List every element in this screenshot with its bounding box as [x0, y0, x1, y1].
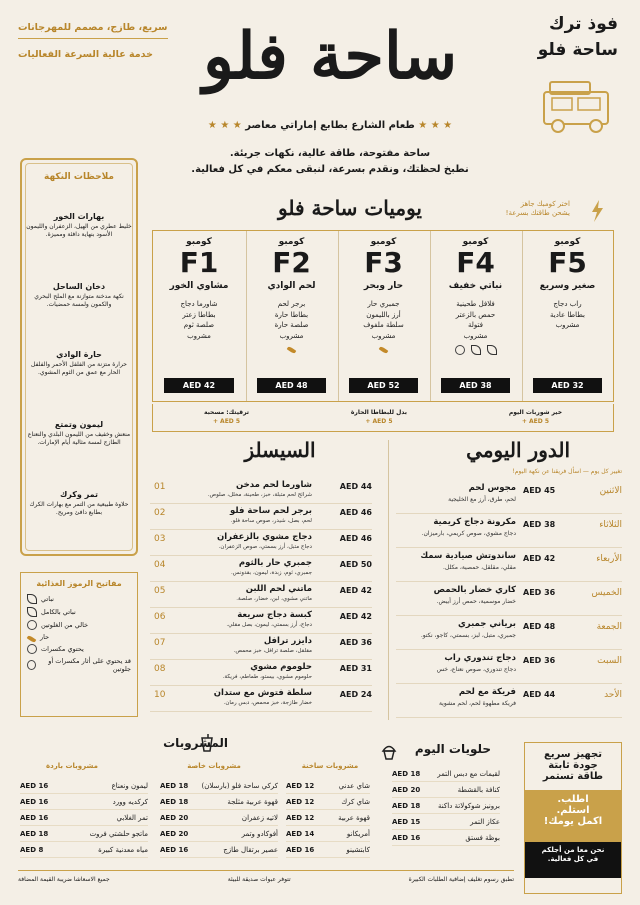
sizzler-row: AED 31 حلوموم مشوي حلوموم مشوي، بيستو، طماطم، فريكة. 08 — [150, 660, 372, 686]
daily-row: الأربعاء AED 42 ساندوتش صيادية سمك مقلي، مقلقل، حمصية، مكلل. — [396, 548, 622, 582]
combo-price: AED 48 — [257, 378, 326, 393]
drink-row: عصير برتقال طازج AED 16 — [160, 842, 278, 858]
footer-note: تطبق رسوم تغليف إضافية الطلبات الكبيرة — [408, 876, 514, 883]
legend-title: مفاتيح الرموز الغذائية — [36, 579, 122, 588]
combo-price: AED 32 — [533, 378, 602, 393]
daily-row: الخميس AED 36 كاري خضار بالحمص خضار موسمية، حمص أرز أبيض. — [396, 582, 622, 616]
sizzler-row: AED 46 برجر لحم ساحة فلو لحم، بصل، شيدر، صوص ساحة فلو. 02 — [150, 504, 372, 530]
drink-row: أمريكانو AED 14 — [286, 826, 370, 842]
desserts-title: حلويات اليوم — [414, 742, 492, 756]
nuts-icon — [27, 644, 37, 654]
drink-row: كركديه وورد AED 16 — [20, 794, 148, 810]
daily-row: الجمعة AED 48 برياني جمبري جمبري، متبل، لبز، بسمتي، كاجو، نكتو. — [396, 616, 622, 650]
hot-drinks-title: مشروبات ساخنة — [301, 762, 359, 770]
sizzlers-title: السيسلز — [244, 438, 316, 462]
cold-drinks-list — [20, 778, 148, 858]
drink-row: ليمون ونعناع AED 16 — [20, 778, 148, 794]
desserts-list — [392, 766, 500, 846]
combo-price: AED 52 — [349, 378, 418, 393]
diet-legend: مفاتيح الرموز الغذائية نباتي نباتي بالكامل خالي من الغلوتين حار يحتوي مكسرات قد يحتوي على أثار مكسرات أو جلوتين — [20, 572, 138, 717]
combo-card[interactable]: كومبو F1 مشاوي الخور شاورما دجاج بطاطا زعتر صلصة ثوم مشروب AED 42 — [154, 231, 244, 401]
allergen-icon — [27, 660, 36, 670]
flavor-note: تمر وكرك حلاوة طبيعية من التمر مع بهارات الكرك بطابع دافئ ومريح. — [29, 490, 129, 517]
chili-icon — [287, 346, 297, 354]
special-drinks-list — [160, 778, 278, 858]
dessert-row: عكاز التمر AED 15 — [392, 814, 500, 830]
combo-card[interactable]: كومبو F3 حار وبحر جمبري حار أرز بالليمون سلطة ملفوف مشروب AED 52 — [338, 231, 428, 401]
dessert-row: لقيمات مع دبس التمر AED 18 — [392, 766, 500, 782]
sizzler-row: AED 42 ماتني لحم اللبن ماتني مشوي، لبن، خضار، صلصة. 05 — [150, 582, 372, 608]
leaf-icon — [27, 594, 37, 604]
dessert-row: برونيز شوكولاتة داكنة AED 18 — [392, 798, 500, 814]
nuts-icon — [455, 345, 465, 355]
drink-row: لاتيه زعفران AED 20 — [160, 810, 278, 826]
lightning-icon — [590, 200, 604, 222]
daily-row: الأحد AED 44 فريكة مع لحم فريكة مطهوة لحم، لحم مشوية — [396, 684, 622, 718]
dessert-row: بوظة فستق AED 16 — [392, 830, 500, 846]
page-title: ساحة فلو — [202, 19, 458, 94]
sizzler-row: AED 24 سلطة فتوش مع ستدان خضار طازجة، خبز محمص، دبس رمان. 10 — [150, 686, 372, 712]
footer-note: تتوفر عبوات صديقة للبيئة — [227, 876, 291, 883]
drink-row: مياه معدنية كبيرة AED 8 — [20, 842, 148, 858]
drink-row: أفوكادو وتمر AED 20 — [160, 826, 278, 842]
drink-row: كركي ساحة فلو (بارسلان) AED 18 — [160, 778, 278, 794]
intro-line-1: ساحة مفتوحة، طاقة عالية، نكهات جريئة. — [229, 148, 431, 159]
combo-card[interactable]: كومبو F4 نباتي خفيف فلافل طحينية حمص بالزعتر فتولة مشروب AED 38 — [430, 231, 520, 401]
drink-row: ماتجو حلشتي فروت AED 18 — [20, 826, 148, 842]
drink-row: تمر الغلابي AED 16 — [20, 810, 148, 826]
cupcake-icon — [380, 742, 398, 760]
sizzler-row: AED 44 شاورما لحم مدخن شرائح لحم متبلة، خبز، طحينة، مخلل، صلوص. 01 — [150, 478, 372, 504]
drink-row: شاي كرك AED 12 — [286, 794, 370, 810]
footer-note: جميع الاسعاشا ضريبة القيمة المضافة — [18, 876, 110, 883]
flavor-note: دخان الساحل نكهة مدخنة متوازنة مع الملح البحري والكمون ولمسة حمضيات. — [34, 282, 124, 309]
special-drinks-title: مشروبات خاصة — [187, 762, 241, 770]
promo-box: تجهيز سريع جودة ثابتة طاقة تستمر اطلب. استلم. اكمل يومك! نحن معا من أجلكم في كل فعالية. — [524, 742, 622, 894]
promo-cta: اطلب. استلم. اكمل يومك! — [525, 790, 621, 842]
combo-aside: اختر كومبك جاهز يشحن طاقتك بسرعة! — [505, 200, 570, 218]
sizzler-row: AED 42 كبسة دجاج سريعة دجاج، أرز بسمتي، ليمون، بصل مقلي. 06 — [150, 608, 372, 634]
header-tagline: ★ ★ ★ طعام الشارع بطابع إماراتي معاصر ★ ★ ★ — [207, 120, 453, 131]
cup-icon — [200, 734, 214, 752]
food-truck-icon — [538, 74, 616, 136]
tagline-top-2: خدمة عالية السرعة الفعاليات — [18, 49, 153, 60]
flavor-notes-title: ملاحظات النكهة — [44, 172, 114, 182]
daily-row: الاثنين AED 45 مجوس لحم لحم، طرق، أرز مع الخليجية — [396, 480, 622, 514]
flavor-note: بهارات الخور خليط عطري من الهيل، الزعفران والليمون الأسود بنهاية دافئة ومميزة. — [26, 212, 132, 239]
sizzler-row: AED 46 دجاج مشوي بالزعفران دجاج متبل، أرز بسمتي، صوص الزعفران. 03 — [150, 530, 372, 556]
combos-title: يوميات ساحة فلو — [278, 196, 422, 220]
sizzler-row: AED 50 جمبري حار بالثوم جمبري، ثوم، زبدة، ليمون، بقدونس. 04 — [150, 556, 372, 582]
sizzler-row: AED 36 دايزر ترافل مقلقل، صلصة ترافل، خبز محمص. 07 — [150, 634, 372, 660]
daily-row: السبت AED 36 دجاج تندوري راب دجاج تندوري، صوص نعناع، خس — [396, 650, 622, 684]
vegan-icon — [471, 345, 481, 355]
combo-card[interactable]: كومبو F2 لحم الوادي برجر لحم بطاطا حارة صلصة حارة مشروب AED 48 — [246, 231, 336, 401]
chili-icon — [27, 634, 37, 642]
daily-title: الدور اليومي — [466, 438, 570, 462]
flavor-note: حارة الوادي حرارة متزنة من الفلفل الأحمر والفلفل الحار مع عمق من الثوم المشوي. — [31, 350, 127, 377]
cold-drinks-title: مشروبات باردة — [46, 762, 98, 770]
hot-drinks-list — [286, 778, 370, 858]
combo-card[interactable]: كومبو F5 صغير وسريع راب دجاج بطاطا عادية مشروب AED 32 — [522, 231, 612, 401]
intro-line-2: نطبخ لحظتك، ونقدم بسرعة، لنبقى معكم في كل فعالية. — [191, 164, 469, 175]
brand-small-1: فوذ ترك — [549, 14, 618, 34]
flavor-note: ليمون وتمتع منعش وخفيف من الليمون البلدي والنعناع الطازج لمسة مثالية أيام الإمارات. — [27, 420, 131, 447]
promo-footer: نحن معا من أجلكم في كل فعالية. — [525, 842, 621, 878]
drink-row: شاي عدني AED 12 — [286, 778, 370, 794]
combo-price: AED 42 — [164, 378, 234, 393]
gluten-free-icon — [27, 620, 37, 630]
footer-notes — [18, 876, 514, 884]
daily-subtitle: تغيير كل يوم — اسأل فريقنا عن نكهة اليوم! — [512, 468, 622, 475]
drink-row: قهوة عربية مثلجة AED 18 — [160, 794, 278, 810]
drinks-title: المشروبات — [163, 736, 228, 750]
tagline-top-1: سريع، طازج، مصمم للمهرجانات — [18, 22, 168, 33]
combo-addons: خير شوربات اليوم + AED 5 بدل للبطاطا الحارة + AED 5 ترقيتك: مسحبة + AED 5 — [152, 404, 614, 432]
vegan-icon — [27, 607, 37, 617]
combo-price: AED 38 — [441, 378, 510, 393]
leaf-icon — [487, 345, 497, 355]
chili-icon — [379, 346, 389, 354]
drink-row: قهوة عربية AED 12 — [286, 810, 370, 826]
daily-row: الثلاثاء AED 38 مكرونة دجاج كريمية دجاج مشوي، صوص كريمي، بارميزان. — [396, 514, 622, 548]
drink-row: كابتشينو AED 16 — [286, 842, 370, 858]
dessert-row: كنافة بالقشطة AED 20 — [392, 782, 500, 798]
brand-small-2: ساحة فلو — [537, 40, 618, 60]
